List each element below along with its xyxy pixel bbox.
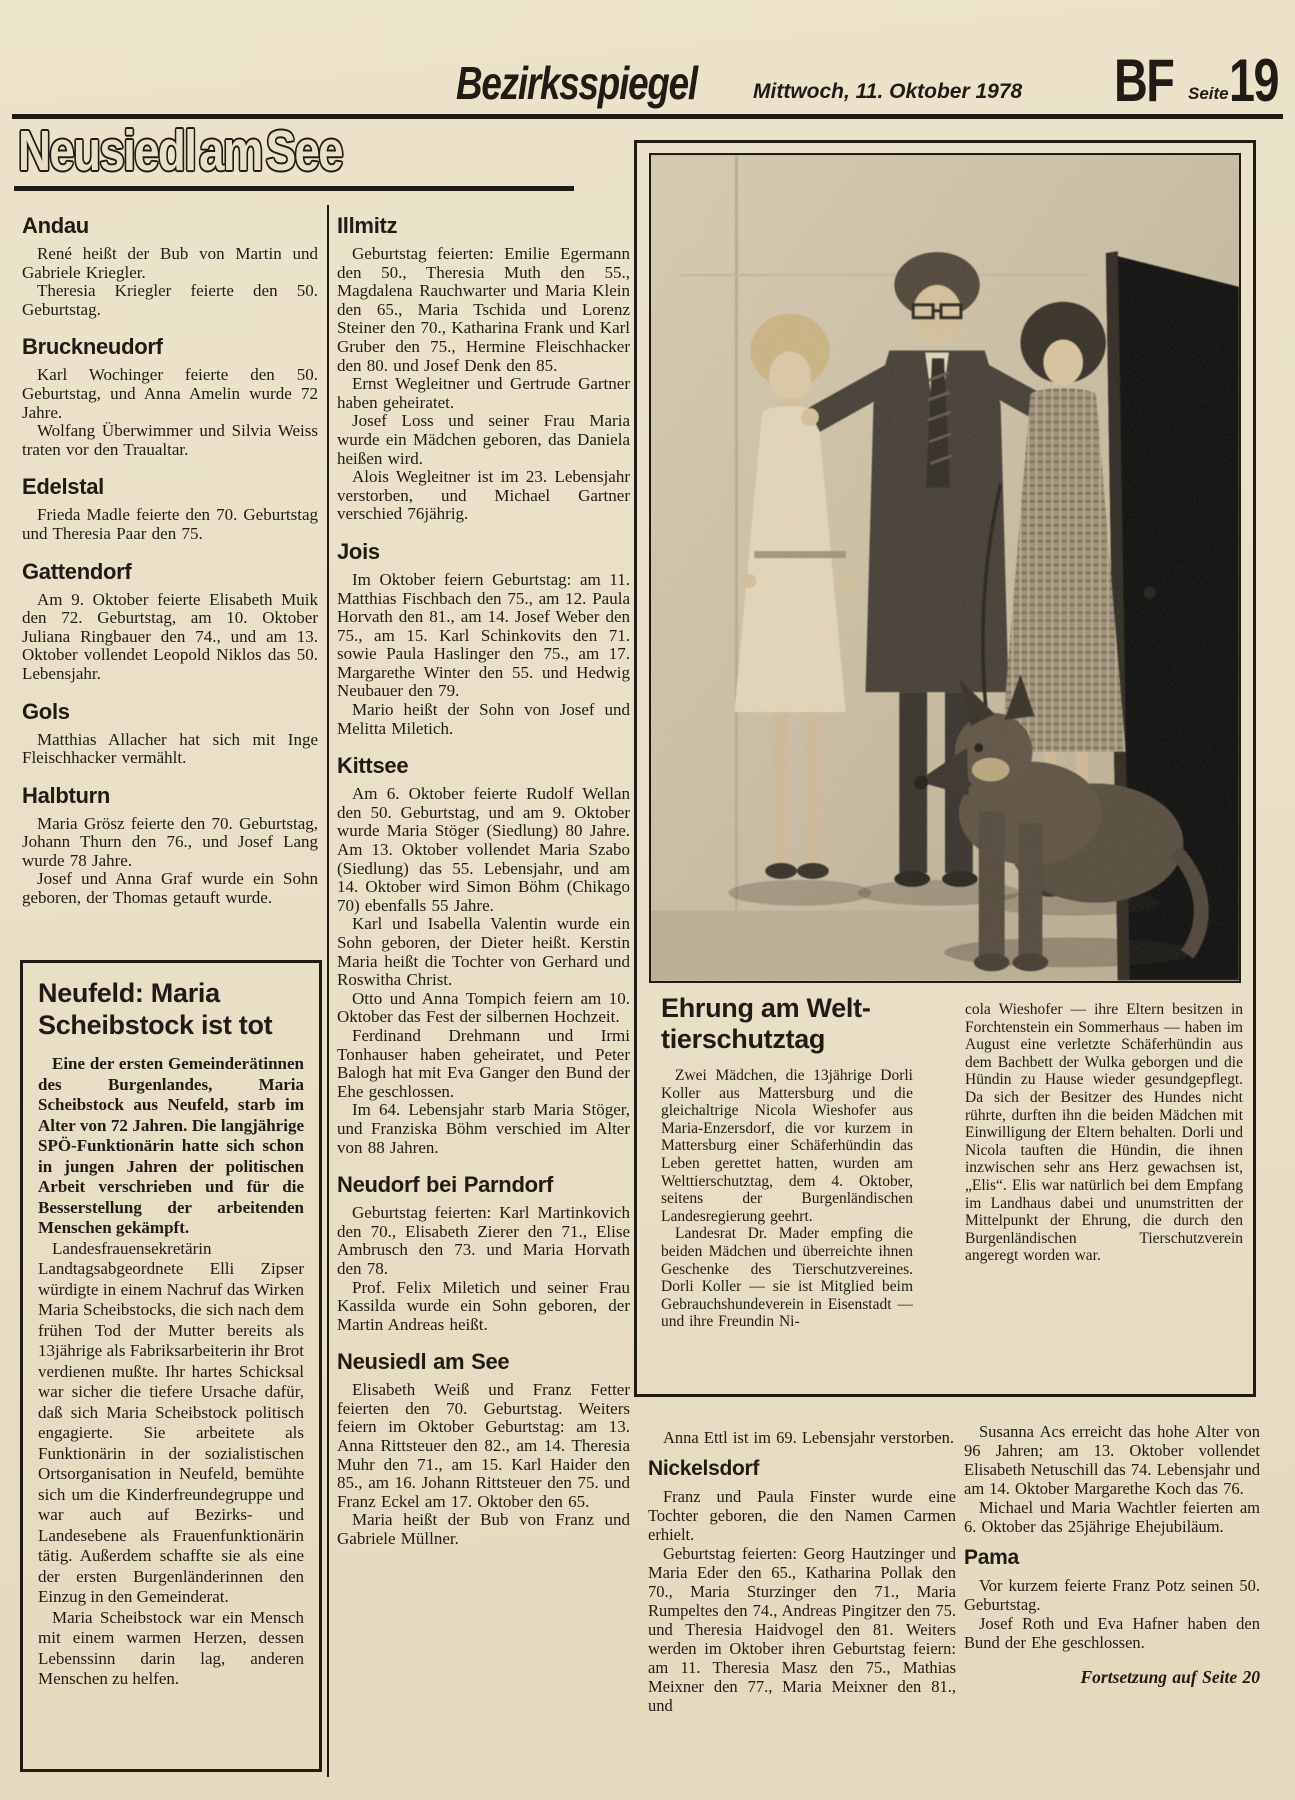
paragraph: Ferdinand Drehmann und Irmi Tonhauser haben geheiratet, und Peter Balogh hat mit Eva Ganger den Bund der Ehe geschlossen. xyxy=(337,1025,630,1101)
edition-code: BF xyxy=(1114,47,1174,114)
paragraph: Josef Roth und Eva Hafner haben den Bund der Ehe geschlossen. xyxy=(964,1614,1260,1652)
paragraph: Landesrat Dr. Mader empfing die beiden Mädchen und überreichte ihnen Geschenke des Tierschutzvereines. Dorli Koller — sie ist Mitglied beim Gebrauchshundeverein in Eisenstadt — und ihre Freundin Ni- xyxy=(661,1225,913,1331)
paragraph: Franz und Paula Finster wurde eine Tochter geboren, die den Namen Carmen erhielt. xyxy=(648,1487,956,1544)
bottom-left-column xyxy=(648,1428,956,1715)
bottom-right-column xyxy=(964,1422,1260,1687)
paragraph: Mario heißt der Sohn von Josef und Melitta Miletich. xyxy=(337,700,630,738)
section-heading: Bruckneudorf xyxy=(22,334,163,360)
section-heading: Illmitz xyxy=(337,213,398,238)
paragraph: Vor kurzem feierte Franz Potz seinen 50. Geburtstag. xyxy=(964,1576,1260,1614)
feature-headline xyxy=(661,993,871,1055)
publication-date: Mittwoch, 11. Oktober 1978 xyxy=(753,80,1023,103)
section-heading: Edelstal xyxy=(22,474,104,500)
paragraph: Landesfrauensekretärin Landtagsabgeordnete Elli Zipser würdigte in einem Nachruf das Wirken Maria Scheibstocks, die sich nach dem frühen Tod der Mutter bereits als 13jährige als Fabriksarbeiterin ihr Brot verdienen mußte. Ihr hartes Schicksal war sicher die tiefere Ursache dafür, daß sich Maria Scheibstock politisch engagierte. Sie arbeitete als Funktionärin in der sozialistischen Ortsorganisation in Neufeld, bemühte sich um die Kinderfreundegruppe und war auch auf Bezirks- und Landesebene als Frauenfunktionärin tätig. Außerdem schaffte sie als eine der ersten Burgenländerinnen den Einzug in den Gemeinderat. xyxy=(38,1238,304,1606)
column-2 xyxy=(337,213,630,1549)
paragraph: Elisabeth Weiß und Franz Fetter feierten den 70. Geburtstag. Weiters feiern im Oktober Geburtstag: am 13. Anna Rittsteuer den 82., am 14. Theresia Muhr den 71., am 15. Karl Haider den 85., am 16. Johann Rittsteuer den 75. und Franz Eckel am 17. Oktober den 65. xyxy=(337,1380,630,1511)
obituary-title-line2: Scheibstock ist tot xyxy=(38,1010,273,1040)
paragraph: Geburtstag feierten: Emilie Egermann den 50., Theresia Muth den 55., Magdalena Rauchwarter und Maria Klein den 65., Maria Tschida und Lorenz Steiner den 70., Katharina Frank und Karl Gruber den 75., Hermine Fleischhacker den 80. und Josef Denk den 85. xyxy=(337,244,630,375)
section-heading: Neusiedl am See xyxy=(337,1349,510,1375)
region-masthead: Neusiedl am See xyxy=(18,119,343,183)
paragraph: Geburtstag feierten: Karl Martinkovich den 70., Elisabeth Zierer den 71., Elise Ambrusch den 73. und Maria Horvath den 78. xyxy=(337,1203,630,1278)
column-1 xyxy=(22,213,318,908)
paragraph: Anna Ettl ist im 69. Lebensjahr verstorben. xyxy=(663,1428,955,1447)
section-heading-pama: Pama xyxy=(964,1546,1019,1569)
section-heading: Gattendorf xyxy=(22,558,132,584)
paragraph: Im Oktober feiern Geburtstag: am 11. Matthias Fischbach den 75., am 12. Paula Horvath den 81., am 14. Josef Weber den 75., am 15. Karl Schinkovits den 71. sowie Paula Haslinger den 75., am 17. Margarethe Winter den 55. und Hedwig Neubauer den 79. xyxy=(337,569,630,701)
paragraph: Otto und Anna Tompich feiern am 10. Oktober das Fest der silbernen Hochzeit. xyxy=(337,988,630,1027)
paragraph: Frieda Madle feierte den 70. Geburtstag und Theresia Paar den 75. xyxy=(22,505,318,543)
paragraph: Susanna Acs erreicht das hohe Alter von 96 Jahren; am 13. Oktober vollendet Elisabeth Netuschill das 74. Lebensjahr und am 14. Oktober Margarethe Koch das 76. xyxy=(964,1422,1260,1498)
continuation-note: Fortsetzung auf Seite 20 xyxy=(1080,1667,1260,1687)
column-divider xyxy=(327,205,329,1777)
paragraph: Im 64. Lebensjahr starb Maria Stöger, und Franziska Böhm verschied im Alter von 88 Jahren. xyxy=(337,1100,630,1157)
paragraph: Alois Wegleitner ist im 23. Lebensjahr verstorben, und Michael Gartner verschied 76jährig. xyxy=(337,467,630,524)
paragraph: cola Wieshofer — ihre Eltern besitzen in Forchtenstein ein Sommerhaus — haben im August eine verletzte Schäferhündin aus dem Bachbett der Wulka geborgen und die Hündin zu Hause wieder gesundgepflegt. Da sich der Besitzer des Hundes nicht rührte, durften ihn die beiden Mädchen mit Einwilligung der Eltern behalten. Dorli und Nicola tauften die Hündin, die ihnen inzwischen sehr ans Herz gewachsen ist, „Elis“. Elis war natürlich bei dem Empfang im Landhaus dabei und unumstritten der Mittelpunkt der Ehrung, die durch den Burgenländischen Tierschutzverein angeregt worden war. xyxy=(965,1001,1243,1265)
obituary-title-line1: Neufeld: Maria xyxy=(38,978,220,1008)
section-andau xyxy=(22,213,318,319)
section-heading: Gols xyxy=(22,698,70,724)
paragraph: Am 6. Oktober feierte Rudolf Wellan den 50. Geburtstag, und am 9. Oktober wurde Maria Stöger (Siedlung) 80 Jahre. Am 13. Oktober vollendet Maria Szabo (Siedlung) das 55. Lebensjahr, und am 14. Oktober wird Simon Böhm (Chikago 70) ebenfalls 55 Jahre. xyxy=(337,784,630,915)
page-word: Seite xyxy=(1188,84,1229,103)
section-bruckneudorf xyxy=(22,334,318,459)
section-heading: Kittsee xyxy=(337,753,409,779)
section-halbturn xyxy=(22,783,318,908)
paragraph: Josef Loss und seiner Frau Maria wurde ein Mädchen geboren, das Daniela heißen wird. xyxy=(337,411,630,468)
section-heading: Halbturn xyxy=(22,782,111,808)
section-gols xyxy=(22,699,318,768)
section-gattendorf xyxy=(22,559,318,684)
paragraph: Maria Scheibstock war ein Mensch mit einem warmen Herzen, dessen Lebenssinn darin lag, anderen Menschen zu helfen. xyxy=(38,1607,304,1688)
obituary-title xyxy=(38,977,304,1041)
publication-title: Bezirksspiegel xyxy=(456,57,697,109)
section-kittsee xyxy=(337,753,630,1157)
section-heading: Jois xyxy=(337,538,380,564)
paragraph: René heißt der Bub von Martin und Gabriele Kriegler. xyxy=(22,244,318,282)
feature-column-a xyxy=(661,1067,913,1331)
masthead-rule xyxy=(14,186,574,191)
section-heading: Andau xyxy=(22,213,89,238)
paragraph: Matthias Allacher hat sich mit Inge Fleischhacker vermählt. xyxy=(22,729,318,768)
page-number: 19 xyxy=(1229,47,1278,114)
paragraph: Josef und Anna Graf wurde ein Sohn geboren, der Thomas getauft wurde. xyxy=(22,869,318,908)
feature-column-b xyxy=(965,1001,1243,1265)
section-heading: Neudorf bei Parndorf xyxy=(337,1172,554,1198)
paragraph: Karl und Isabella Valentin wurde ein Sohn geboren, der Dieter heißt. Kerstin Maria heißt die Tochter von Gerhard und Roswitha Christ. xyxy=(337,914,630,990)
paragraph: Theresia Kriegler feierte den 50. Geburtstag. xyxy=(22,281,318,319)
paragraph: Maria Grösz feierte den 70. Geburtstag, Johann Thurn den 76., und Josef Lang wurde 78 Jahre. xyxy=(22,813,318,870)
paragraph: Prof. Felix Miletich und seiner Frau Kassilda wurde ein Sohn geboren, der Martin Andreas heißt. xyxy=(337,1277,630,1334)
paragraph: Zwei Mädchen, die 13jährige Dorli Koller aus Mattersburg und die gleichaltrige Nicola Wieshofer aus Maria-Enzersdorf, die vor kurzem in Mattersburg einer Schäferhündin das Leben gerettet hatten, wurden am Welttierschutztag, dem 4. Oktober, seitens der Burgenländischen Landesregierung geehrt. xyxy=(661,1067,913,1225)
section-edelstal xyxy=(22,474,318,543)
feature-headline-line1: Ehrung am Welt- xyxy=(661,993,871,1023)
paragraph: Am 9. Oktober feierte Elisabeth Muik den 72. Geburtstag, am 10. Oktober Juliana Ringbauer den 74., und am 13. Oktober vollendet Leopold Niklos das 50. Lebensjahr. xyxy=(22,589,318,683)
section-neudorf-bei-parndorf xyxy=(337,1172,630,1334)
photo-illustration xyxy=(651,155,1239,981)
paragraph: Michael und Maria Wachtler feierten am 6. Oktober das 25jährige Ehejubiläum. xyxy=(964,1498,1260,1536)
section-illmitz xyxy=(337,213,630,524)
paragraph: Maria heißt der Bub von Franz und Gabriele Müllner. xyxy=(337,1510,630,1549)
section-heading-nickelsdorf: Nickelsdorf xyxy=(648,1457,760,1480)
paragraph: Geburtstag feierten: Georg Hautzinger und Maria Eder den 65., Katharina Pollak den 70., Maria Sturzinger den 71., Maria Rumpeltes den 74., Andreas Pingitzer den 75. und Theresia Haidvogel den 81. Weiters werden im Oktober ihren Geburtstag feiern: am 11. Theresia Masz den 75., Mathias Meixner den 77., Maria Meixner den 81., und xyxy=(648,1544,956,1715)
obituary-box xyxy=(20,960,322,1772)
feature-box xyxy=(634,140,1256,1397)
paragraph: Ernst Wegleitner und Gertrude Gartner haben geheiratet. xyxy=(337,374,630,412)
paragraph: Karl Wochinger feierte den 50. Geburtstag, und Anna Amelin wurde 72 Jahre. xyxy=(22,365,318,422)
feature-photo xyxy=(649,153,1241,983)
section-jois xyxy=(337,539,630,738)
paragraph: Wolfang Überwimmer und Silvia Weiss traten vor den Traualtar. xyxy=(22,421,318,459)
section-neusiedl-am-see xyxy=(337,1349,630,1548)
feature-headline-line2: tierschutztag xyxy=(661,1024,826,1054)
obituary-lead: Eine der ersten Gemeinderätinnen des Burgenlandes, Maria Scheibstock aus Neufeld, starb im Alter von 72 Jahren. Die langjährige SPÖ-Funktionärin hatte sich schon in jungen Jahren der politischen Arbeit verschrieben und für die Besserstellung der arbeitenden Menschen gekämpft. xyxy=(38,1054,304,1237)
